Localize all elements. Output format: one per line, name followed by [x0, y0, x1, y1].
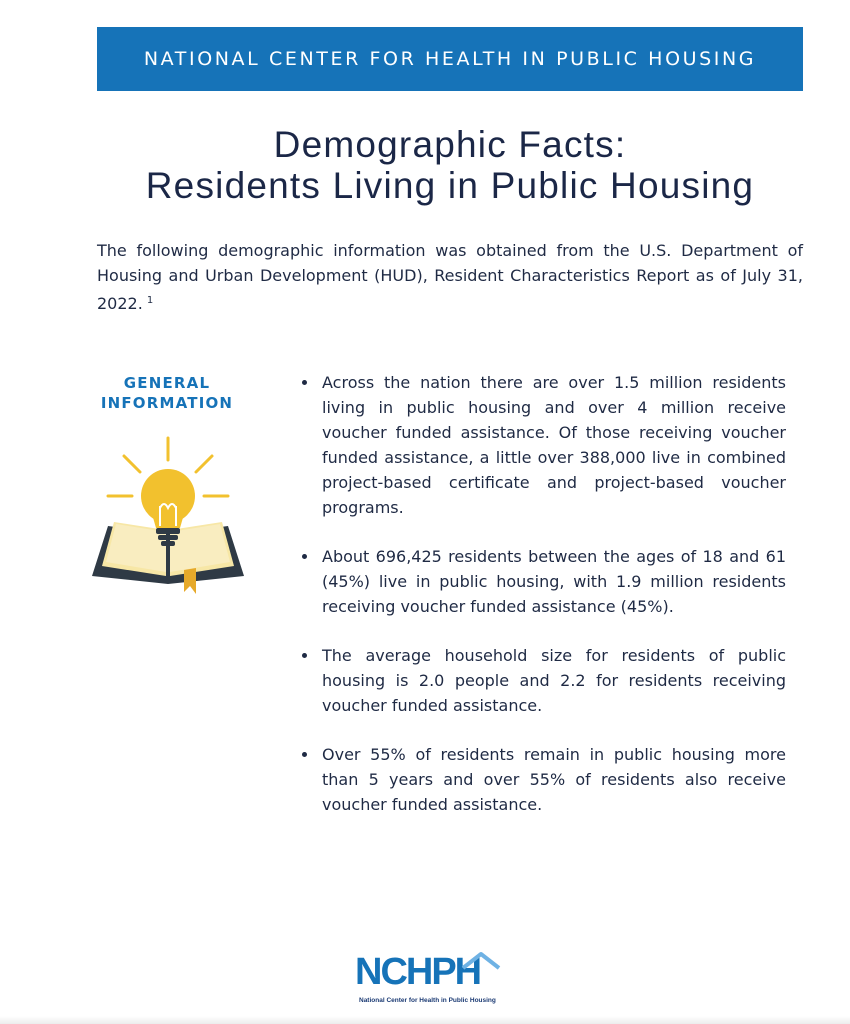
- page-bottom-edge: [0, 1016, 850, 1024]
- page-title: [60, 124, 840, 206]
- section-heading-line2: INFORMATION: [100, 394, 234, 412]
- page-title-line1: Demographic Facts:: [273, 124, 627, 165]
- intro-text: The following demographic information was obtained from the U.S. Department of Housing and Urban Development (HUD), Resident Characteristics Report as of July 31, 2022.: [97, 241, 803, 313]
- footnote-marker: 1: [146, 295, 154, 306]
- intro-paragraph: [97, 238, 803, 316]
- logo-subtitle: National Center for Health in Public Housing: [359, 997, 496, 1004]
- section-heading-line1: GENERAL: [123, 374, 211, 392]
- banner-title: NATIONAL CENTER FOR HEALTH IN PUBLIC HOUSING: [143, 48, 757, 70]
- fact-item: About 696,425 residents between the ages of 18 and 61 (45%) live in public housing, with 1.9 million residents receiving voucher funded assistance (45%).: [300, 544, 786, 619]
- section-heading: [92, 373, 242, 413]
- fact-item: Over 55% of residents remain in public housing more than 5 years and over 55% of residents also receive voucher funded assistance.: [300, 742, 786, 817]
- fact-item: Across the nation there are over 1.5 million residents living in public housing and over 4 million receive voucher funded assistance. Of those receiving voucher funded assistance, a little over 388,000 live in combined project-based certificate and project-based voucher programs.: [300, 370, 786, 520]
- page-title-line2: Residents Living in Public Housing: [145, 165, 755, 206]
- house-roof-icon: [461, 950, 501, 990]
- lightbulb-book-icon: [88, 434, 248, 598]
- facts-list: [300, 370, 786, 841]
- logo-wordmark: NCHPH: [355, 951, 481, 993]
- header-banner: [97, 27, 803, 91]
- nchph-logo: [355, 950, 501, 1010]
- fact-item: The average household size for residents of public housing is 2.0 people and 2.2 for residents receiving voucher funded assistance.: [300, 643, 786, 718]
